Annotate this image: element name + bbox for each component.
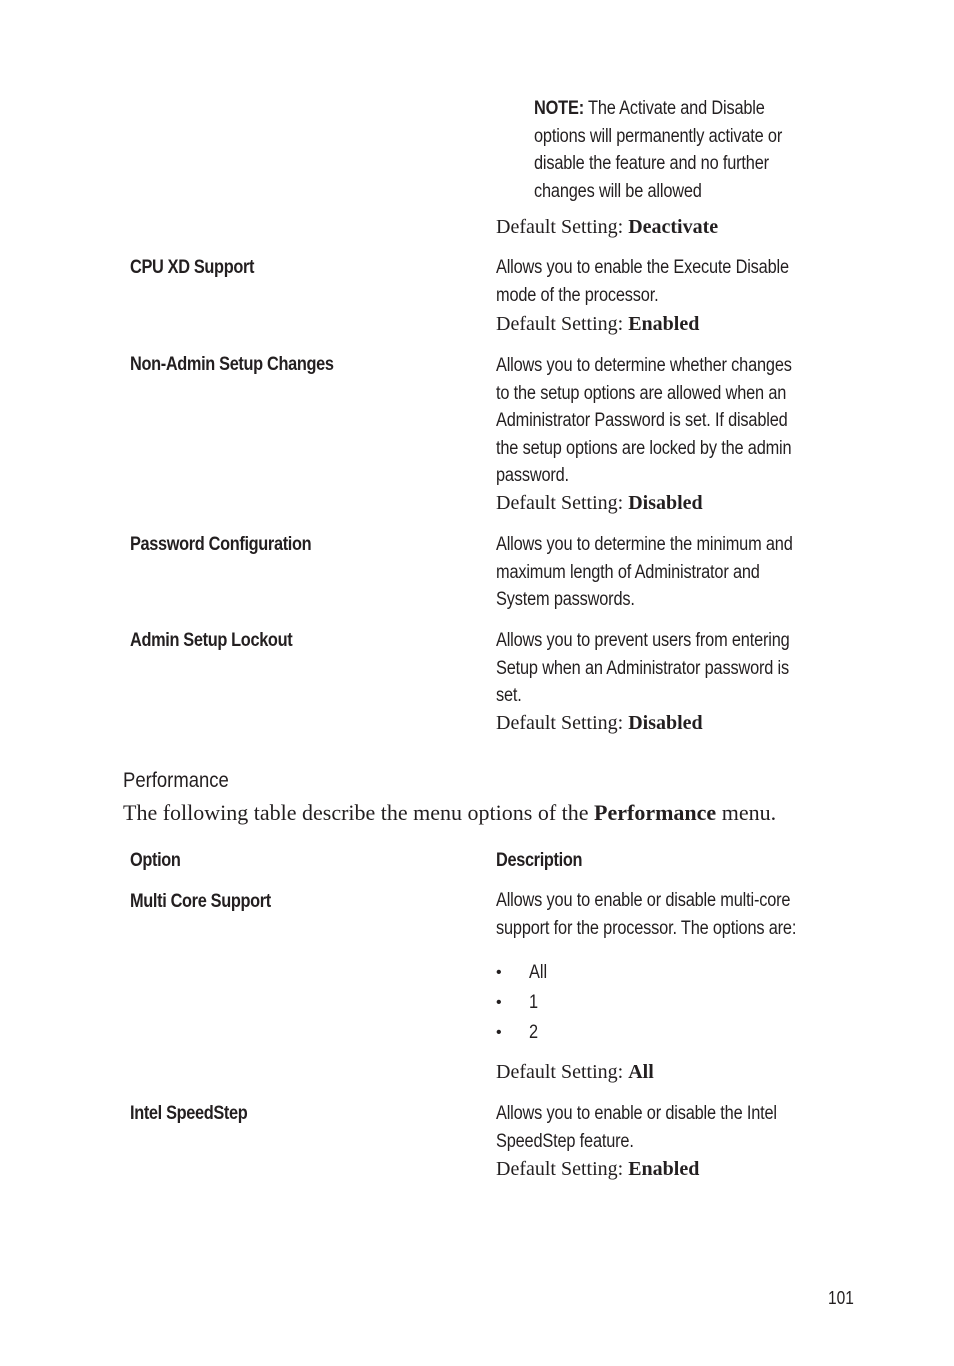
- desc-intel-speedstep: Allows you to enable or disable the Intel SpeedStep feature.: [496, 1103, 777, 1152]
- default-value: Enabled: [628, 1158, 700, 1180]
- page-number: 101: [828, 1288, 854, 1308]
- list-item: • 2: [496, 1018, 796, 1048]
- note-block: [534, 95, 782, 205]
- option-cpu-xd-support: CPU XD Support: [130, 257, 255, 278]
- default-value: Disabled: [628, 712, 703, 734]
- performance-intro: The following table describe the menu options of the Performance menu.: [123, 800, 777, 825]
- note-line: options will permanently activate or: [534, 125, 783, 147]
- section-title-performance: Performance: [123, 769, 229, 792]
- option-admin-setup-lockout: Admin Setup Lockout: [130, 630, 293, 651]
- desc-non-admin-setup-changes: Allows you to determine whether changes to the setup options are allowed when an Administrator Password is set. If disabled the setup options are locked by the admin password.: [496, 355, 792, 487]
- default-setting-non-admin: Default Setting: Disabled: [496, 492, 703, 514]
- default-setting-deactivate: Default Setting: Deactivate: [496, 216, 719, 238]
- default-value: Deactivate: [628, 216, 719, 238]
- default-setting-admin-lockout: Default Setting: Disabled: [496, 712, 703, 734]
- multi-core-options-list: [496, 958, 796, 1048]
- default-setting-cpu-xd: Default Setting: Enabled: [496, 313, 700, 335]
- note-label: NOTE:: [534, 98, 584, 119]
- desc-password-configuration: Allows you to determine the minimum and maximum length of Administrator and System passwords.: [496, 534, 793, 611]
- default-setting-speedstep: Default Setting: Enabled: [496, 1158, 700, 1180]
- note-line: The Activate and Disable: [583, 98, 765, 119]
- option-multi-core-support: Multi Core Support: [130, 891, 271, 912]
- note-line: disable the feature and no further: [534, 153, 769, 174]
- default-setting-multi-core: Default Setting: All: [496, 1061, 654, 1083]
- bullet-icon: •: [496, 964, 502, 981]
- list-item: • All: [496, 958, 796, 988]
- desc-cpu-xd-support: Allows you to enable the Execute Disable mode of the processor.: [496, 257, 789, 306]
- option-intel-speedstep: Intel SpeedStep: [130, 1103, 248, 1124]
- option-non-admin-setup-changes: Non-Admin Setup Changes: [130, 354, 334, 375]
- note-line: changes will be allowed: [534, 180, 702, 202]
- table-header-option: Option: [130, 850, 181, 871]
- default-value: Disabled: [628, 492, 703, 514]
- table-header-description: Description: [496, 850, 583, 871]
- bullet-icon: •: [496, 1024, 502, 1041]
- desc-multi-core-support: Allows you to enable or disable multi-core support for the processor. The options are:: [496, 890, 797, 939]
- default-value: Enabled: [628, 313, 700, 335]
- bullet-icon: •: [496, 994, 502, 1011]
- desc-admin-setup-lockout: Allows you to prevent users from entering Setup when an Administrator password is set.: [496, 630, 790, 707]
- list-item: • 1: [496, 988, 796, 1018]
- option-password-configuration: Password Configuration: [130, 534, 312, 555]
- default-value: All: [628, 1061, 654, 1083]
